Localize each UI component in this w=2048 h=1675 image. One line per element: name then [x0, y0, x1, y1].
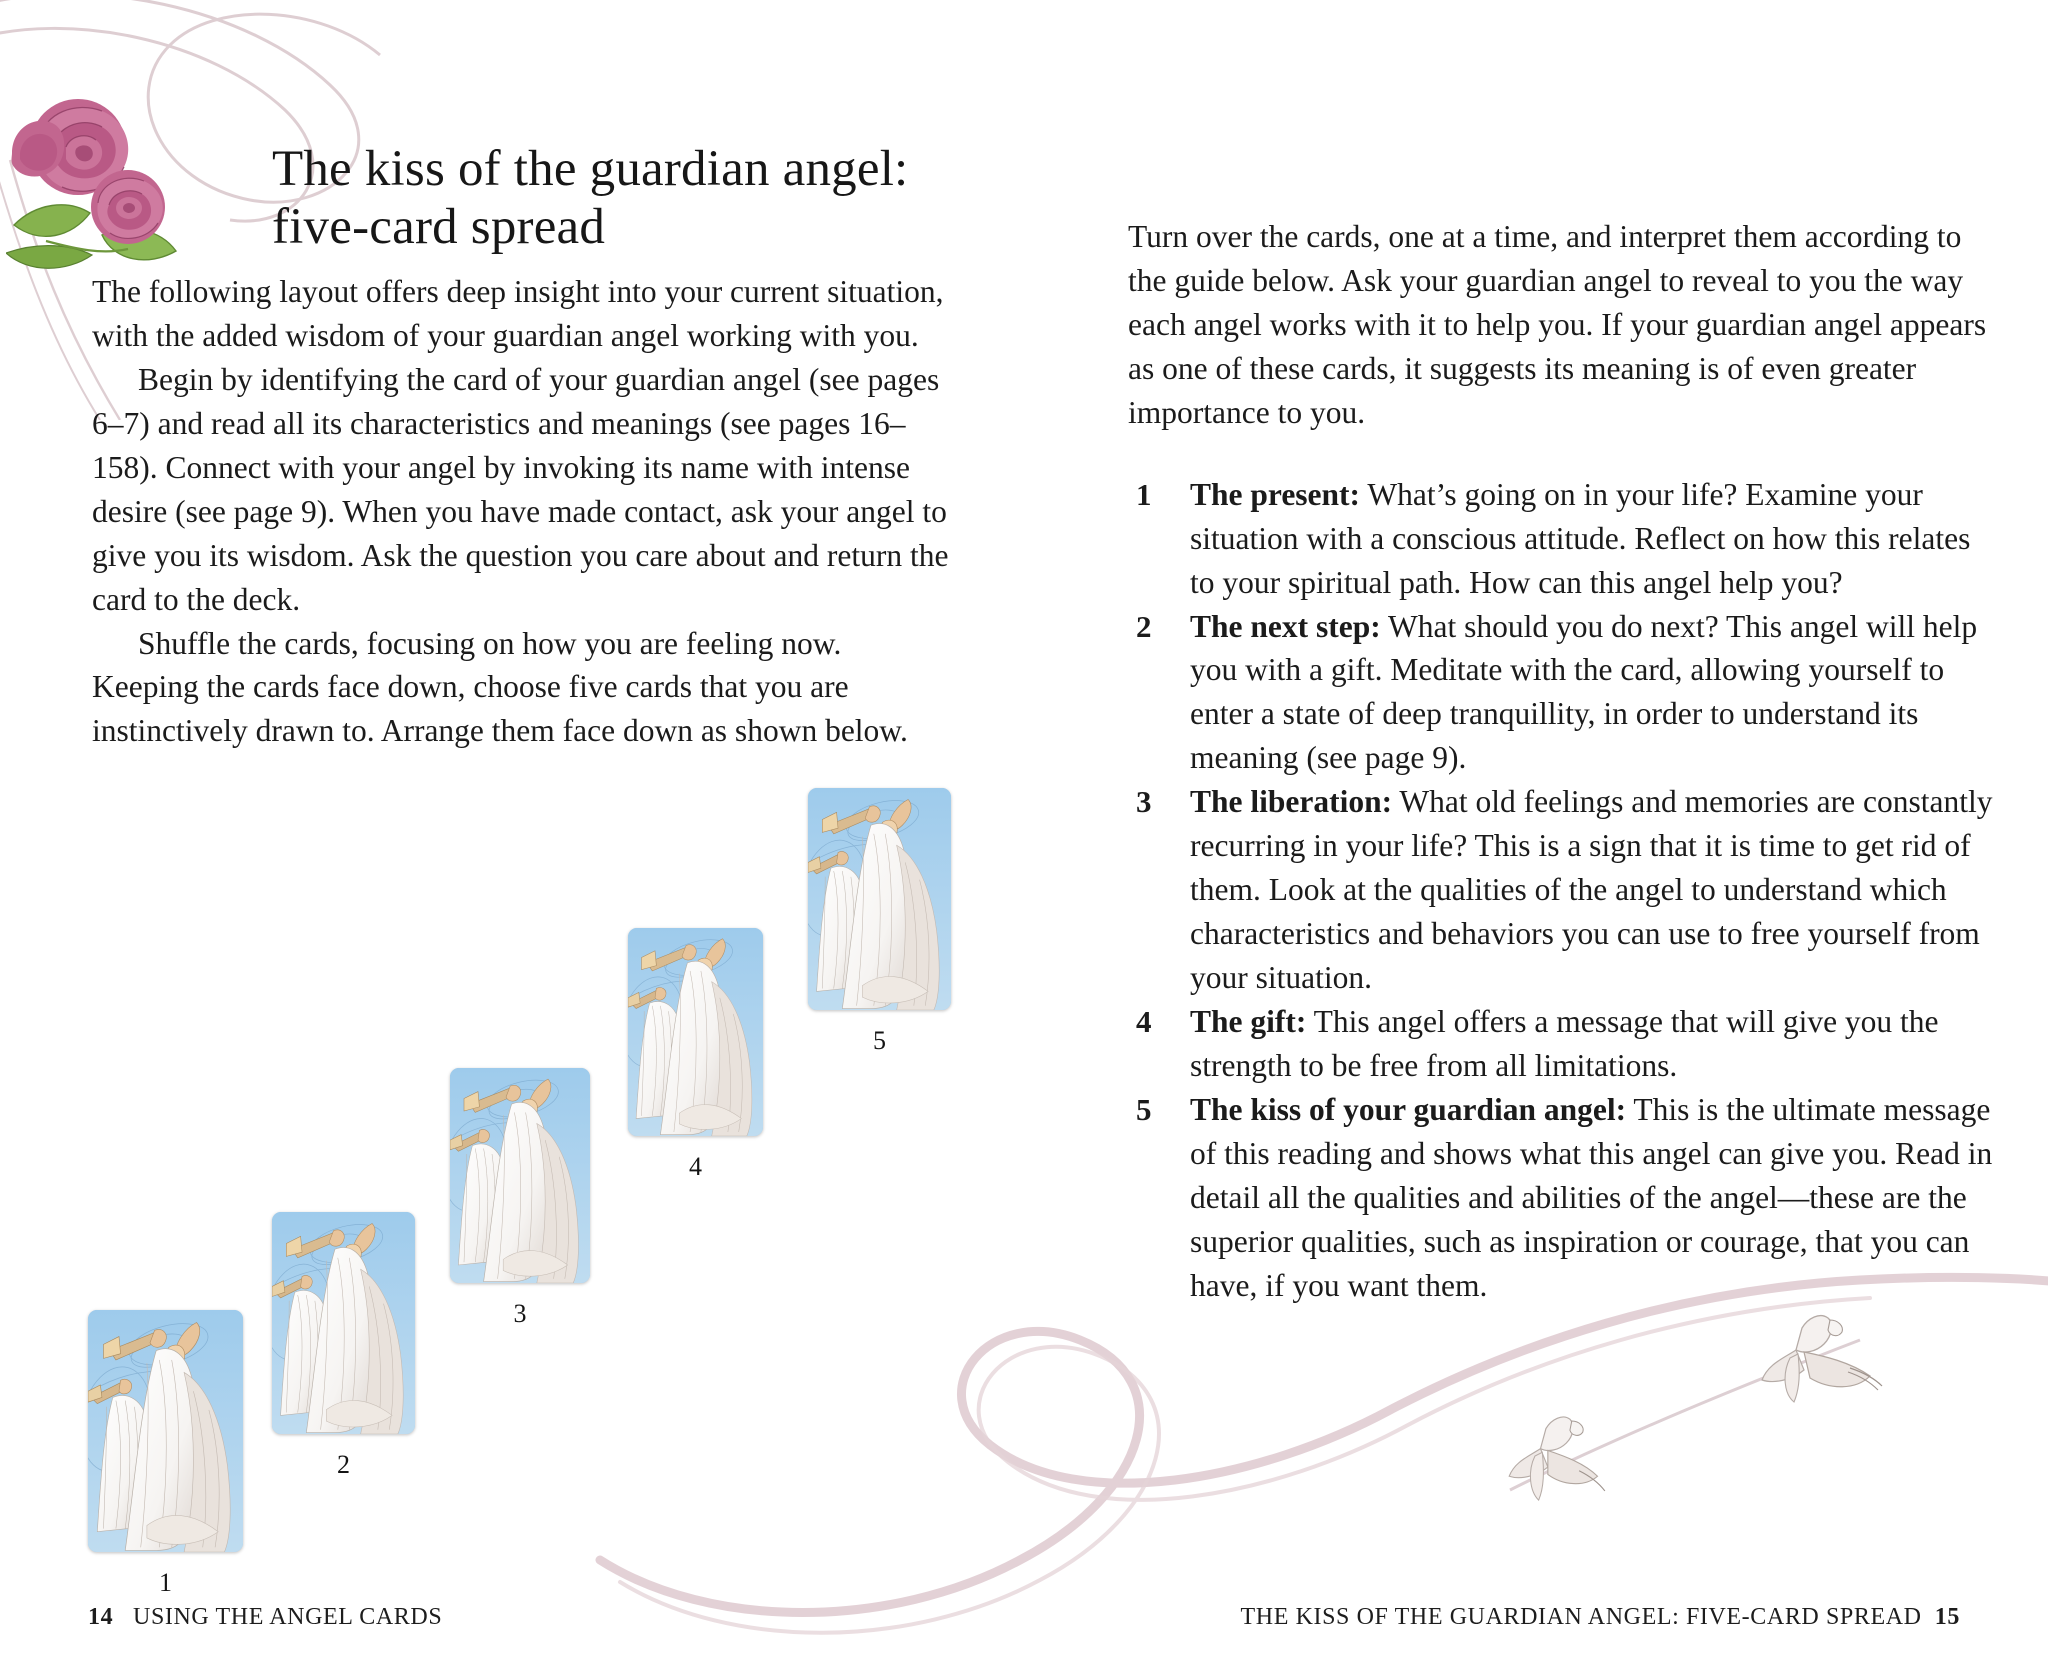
two-flying-doves-illustration [1500, 1300, 2020, 1580]
spread-card-4[interactable] [628, 928, 763, 1136]
list-item [1128, 780, 1993, 1000]
list-item-text: This is the ultimate message of this reading and shows what this angel can give you. Read in detail all the qualities and abilities of the angel—these are the superior qualities, such as inspiration or courage, that you can have, if you want them. [1190, 1091, 1993, 1303]
list-item [1128, 1000, 1993, 1088]
page-number-left: 14 [88, 1604, 114, 1630]
list-item-heading: The gift: [1190, 1003, 1307, 1039]
list-item-text: This angel offers a message that will give you the strength to be free from all limitations. [1190, 1003, 1939, 1083]
guide-list [1128, 473, 1993, 1308]
list-item-heading: The kiss of your guardian angel: [1190, 1091, 1627, 1127]
list-item-number: 3 [1136, 784, 1152, 820]
footer-title-right: THE KISS OF THE GUARDIAN ANGEL: FIVE-CARD SPREAD [1240, 1604, 1922, 1630]
pink-roses-illustration [6, 95, 226, 285]
list-item-number: 5 [1136, 1091, 1152, 1127]
spread-card-5[interactable] [808, 788, 951, 1010]
list-item-number: 4 [1136, 1003, 1152, 1039]
list-item-number: 1 [1136, 476, 1152, 512]
left-paragraph-2: Begin by identifying the card of your guardian angel (see pages 6–7) and read all its characteristics and meanings (see pages 16–158). Connect with your angel by invoking its name with intense desire (see page 9). When you have made contact, ask your angel to give you its wisdom. Ask the question you care about and return the card to the deck. [92, 361, 949, 617]
list-item [1128, 1088, 1993, 1308]
spread-card-1[interactable] [88, 1310, 243, 1552]
spread-card-label: 5 [873, 1026, 886, 1055]
spread-card-label: 2 [337, 1450, 350, 1479]
list-item-text: What old feelings and memories are constantly recurring in your life? This is a sign that it is time to get rid of them. Look at the qualities of the angel to understand which characteristics and behaviors you can use to free yourself from your situation. [1190, 784, 1993, 995]
list-item-heading: The present: [1190, 476, 1361, 512]
list-item-text: What should you do next? This angel will help you with a gift. Meditate with the card, allowing yourself to enter a state of deep tranquillity, in order to understand its meaning (see page 9). [1190, 608, 1978, 776]
spread-card-label: 3 [513, 1299, 527, 1328]
right-intro-paragraph: Turn over the cards, one at a time, and interpret them according to the guide below. Ask your guardian angel to reveal to you the way each angel works with it to help you. If your guardian angel appears as one of these cards, it suggests its meaning is of even greater importance to you. [1128, 219, 1987, 430]
right-column-text [1128, 215, 1993, 1308]
list-item-heading: The next step: [1190, 608, 1381, 644]
list-item-number: 2 [1136, 608, 1152, 644]
page-number-right: 15 [1934, 1604, 1960, 1630]
page-title [272, 140, 952, 256]
list-item-heading: The liberation: [1190, 784, 1393, 820]
page-title-line-2: five-card spread [272, 199, 606, 256]
spread-card-3[interactable] [450, 1068, 590, 1283]
spread-card-2[interactable] [272, 1212, 415, 1434]
spread-card-label: 4 [689, 1152, 702, 1181]
footer-left [88, 1604, 442, 1631]
left-column-text [92, 270, 952, 753]
footer-right [1241, 1604, 1960, 1631]
list-item [1128, 605, 1993, 781]
footer-title-left: USING THE ANGEL CARDS [133, 1604, 443, 1630]
list-item [1128, 473, 1993, 605]
left-paragraph-3: Shuffle the cards, focusing on how you are feeling now. Keeping the cards face down, choose five cards that you are instinctively drawn to. Arrange them face down as shown below. [92, 625, 908, 749]
left-paragraph-1: The following layout offers deep insight into your current situation, with the added wisdom of your guardian angel working with you. [92, 274, 944, 353]
spread-card-label: 1 [159, 1568, 172, 1597]
list-item-text: What’s going on in your life? Examine your situation with a conscious attitude. Reflect on how this relates to your spiritual path. How can this angel help you? [1190, 476, 1971, 600]
page-title-line-1: The kiss of the guardian angel: [272, 141, 909, 197]
